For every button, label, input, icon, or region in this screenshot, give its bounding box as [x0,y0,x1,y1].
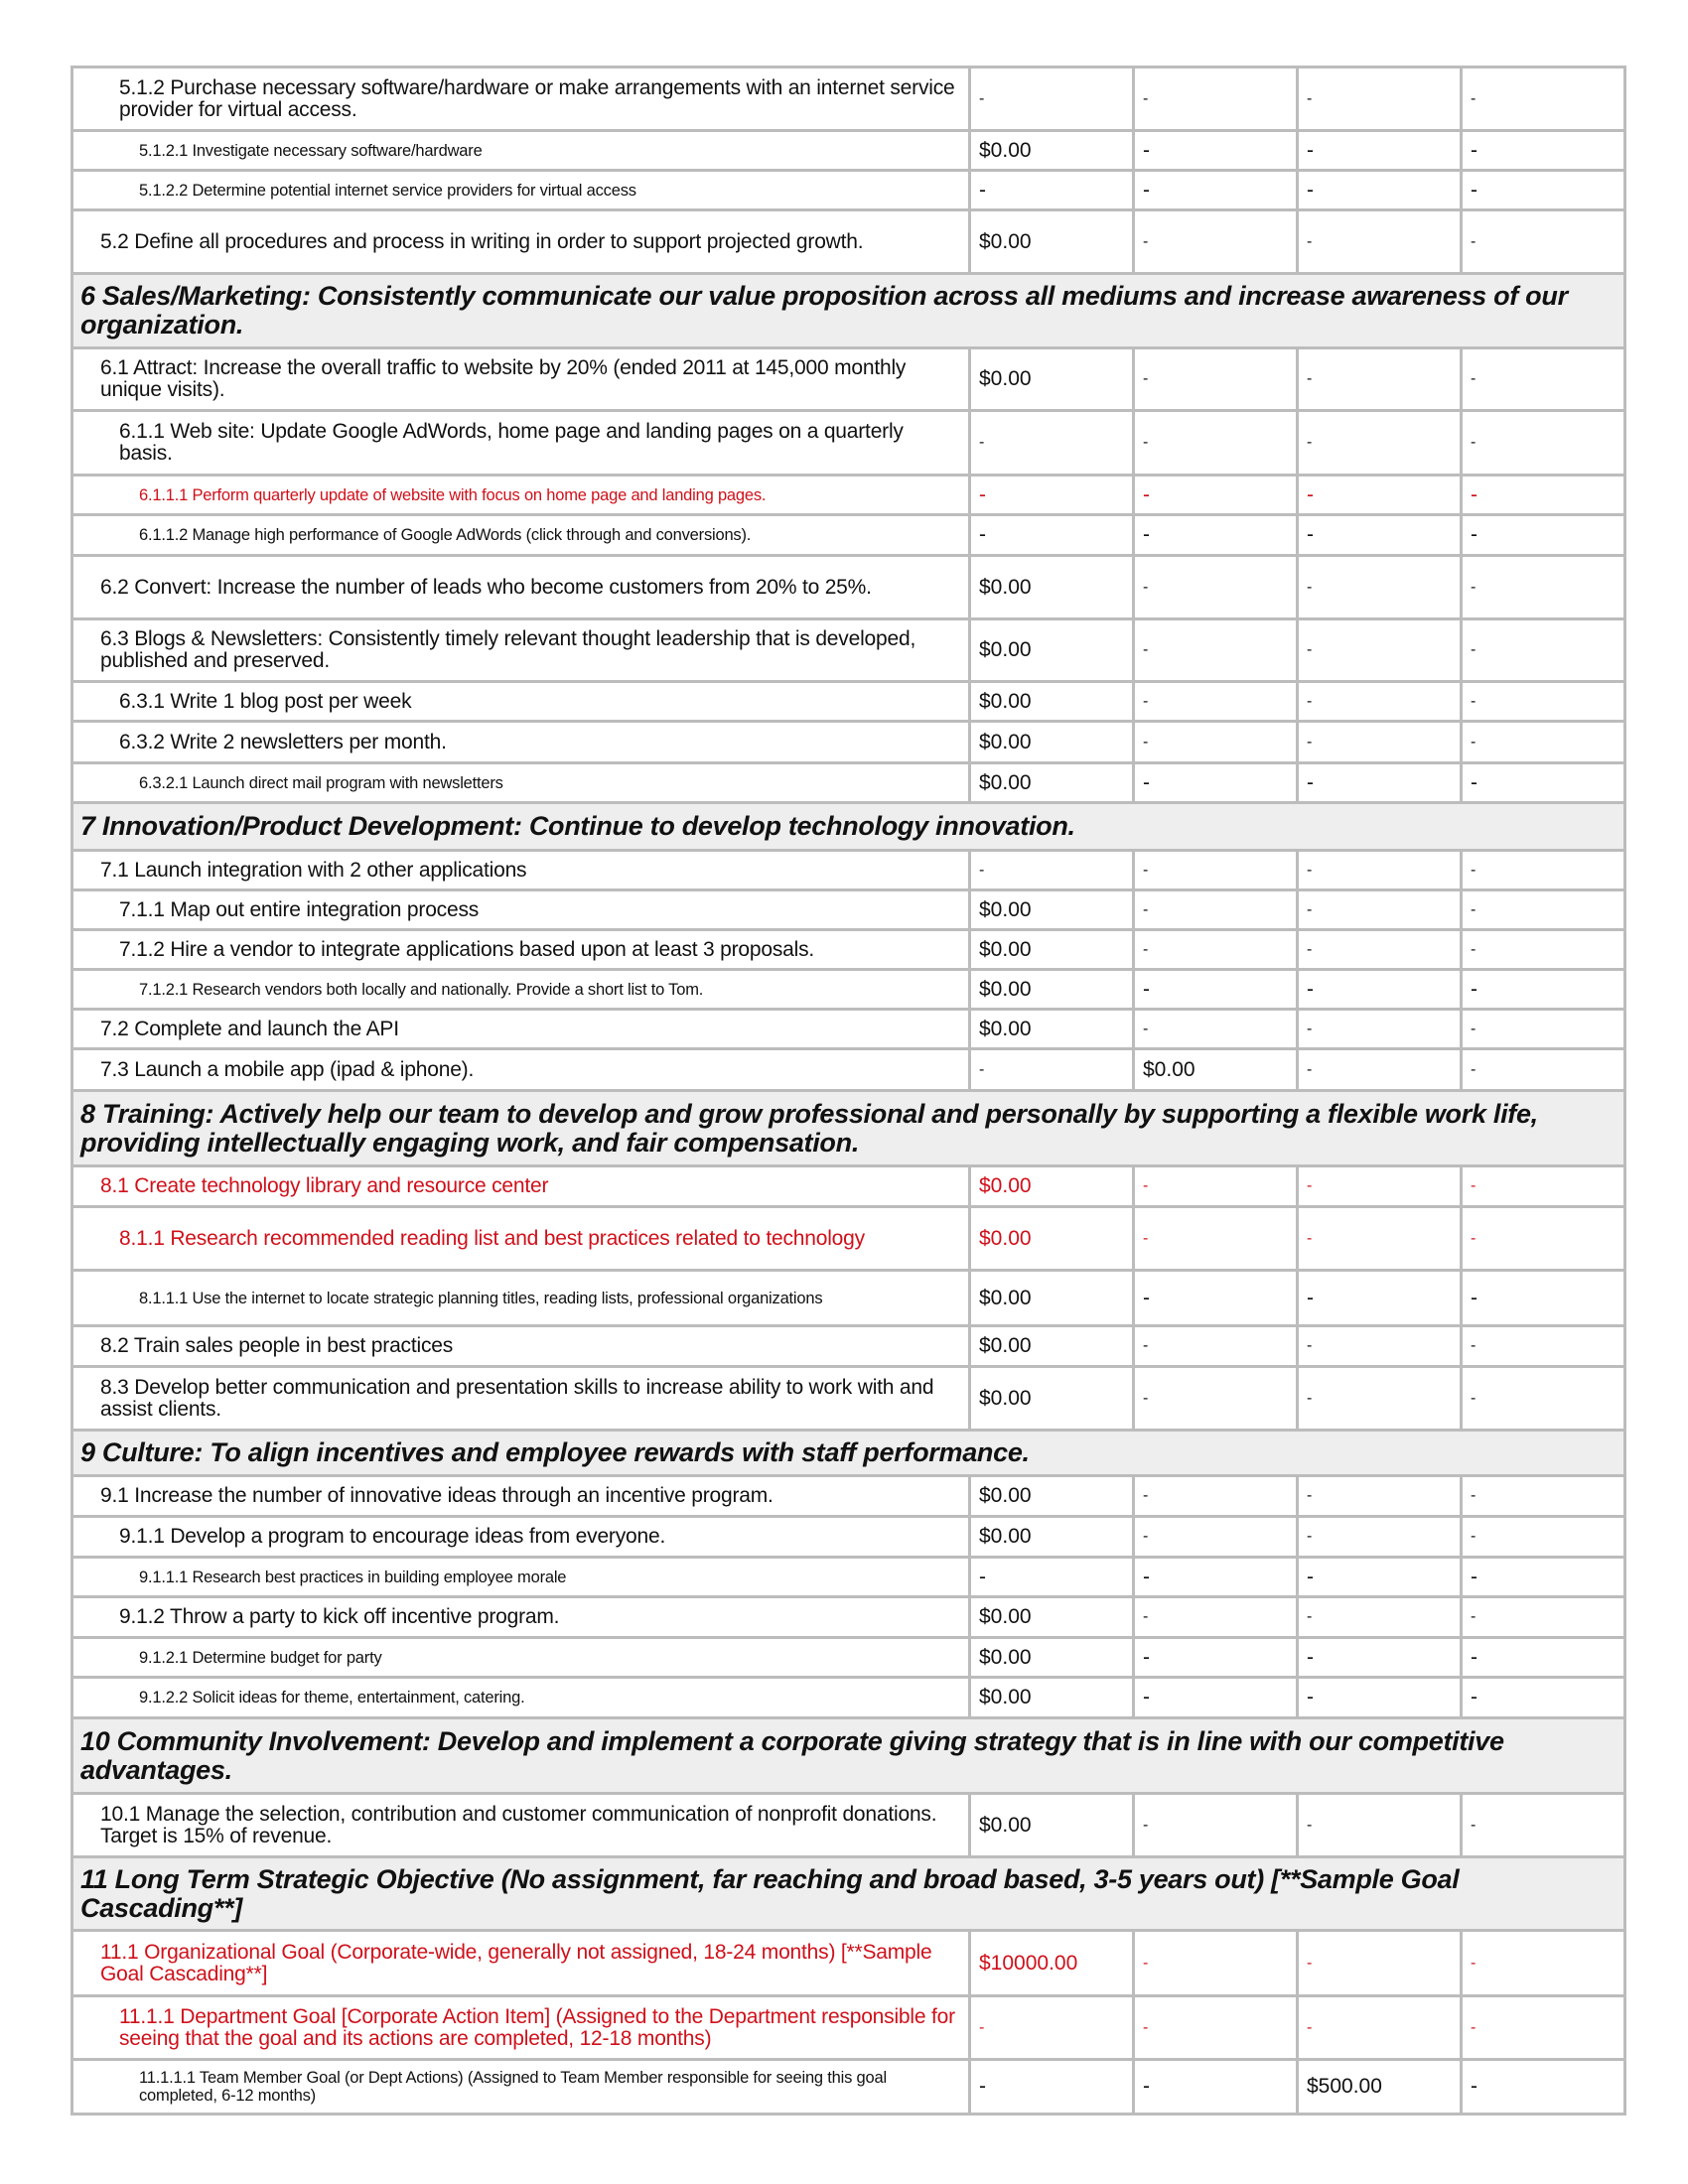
goals-budget-table [70,66,1626,2116]
budget-cell-4: - [1462,515,1625,556]
budget-cell-4: - [1462,1049,1625,1091]
section-header-row [72,1431,1625,1476]
budget-cell-3: - [1298,68,1462,131]
table-body [72,68,1625,2115]
budget-cell-2: - [1134,1367,1298,1431]
goal-description: 11.1.1.1 Team Member Goal (or Dept Actions) (Assigned to Team Member responsible for seeing this goal completed, 6-12 months) [72,2060,970,2115]
goal-description: 6.3.2 Write 2 newsletters per month. [72,722,970,763]
goal-description: 8.1.1.1 Use the internet to locate strategic planning titles, reading lists, professional organizations [72,1271,970,1326]
goal-description: 8.1 Create technology library and resource center [72,1166,970,1207]
budget-cell-2: - [1134,1517,1298,1558]
budget-cell-1: $0.00 [970,210,1134,274]
budget-cell-4: - [1462,556,1625,619]
section-title: 8 Training: Actively help our team to develop and grow professional and personally by supporting a flexible work life, providing intellectually engaging work, and fair compensation. [72,1091,1625,1166]
budget-cell-4: - [1462,1271,1625,1326]
budget-cell-3: - [1298,851,1462,890]
budget-cell-2: - [1134,890,1298,930]
goal-row-level-2 [72,556,1625,619]
goal-row-level-4 [72,1271,1625,1326]
budget-cell-3: - [1298,1326,1462,1367]
budget-cell-4: - [1462,1207,1625,1271]
goal-description: 7.1.2.1 Research vendors both locally and nationally. Provide a short list to Tom. [72,970,970,1010]
goal-description: 9.1.2.2 Solicit ideas for theme, entertainment, catering. [72,1678,970,1718]
budget-cell-4: - [1462,890,1625,930]
goal-row-level-2 [72,1166,1625,1207]
budget-cell-1: - [970,1558,1134,1597]
goal-row-level-4 [72,2060,1625,2115]
goal-row-level-2 [72,1931,1625,1996]
goal-row-level-3 [72,1207,1625,1271]
budget-cell-1: - [970,411,1134,476]
section-title: 10 Community Involvement: Develop and implement a corporate giving strategy that is in line with our competitive advantages. [72,1718,1625,1794]
goal-description: 6.1.1 Web site: Update Google AdWords, home page and landing pages on a quarterly basis. [72,411,970,476]
goal-row-level-2 [72,1476,1625,1517]
budget-cell-2: - [1134,515,1298,556]
budget-cell-3: - [1298,1558,1462,1597]
goal-row-level-4 [72,1638,1625,1678]
goal-description: 7.1.2 Hire a vendor to integrate applications based upon at least 3 proposals. [72,930,970,970]
budget-cell-1: $0.00 [970,1597,1134,1638]
goal-description: 7.1.1 Map out entire integration process [72,890,970,930]
goal-description: 9.1.2.1 Determine budget for party [72,1638,970,1678]
budget-cell-1: $0.00 [970,1166,1134,1207]
budget-cell-4: - [1462,722,1625,763]
budget-cell-1: $0.00 [970,1794,1134,1857]
budget-cell-3: - [1298,1476,1462,1517]
budget-cell-2: $0.00 [1134,1049,1298,1091]
budget-cell-4: - [1462,1476,1625,1517]
budget-cell-1: - [970,476,1134,515]
budget-cell-4: - [1462,171,1625,210]
budget-cell-1: - [970,1996,1134,2060]
budget-cell-2: - [1134,682,1298,722]
budget-cell-2: - [1134,171,1298,210]
goal-description: 5.1.2.2 Determine potential internet service providers for virtual access [72,171,970,210]
budget-cell-1: $0.00 [970,1207,1134,1271]
goal-description: 9.1 Increase the number of innovative ideas through an incentive program. [72,1476,970,1517]
budget-cell-4: - [1462,1794,1625,1857]
goal-row-level-2 [72,210,1625,274]
budget-cell-4: - [1462,619,1625,682]
goal-row-level-4 [72,171,1625,210]
budget-cell-4: - [1462,1166,1625,1207]
budget-cell-3: - [1298,1367,1462,1431]
budget-cell-4: - [1462,131,1625,171]
budget-cell-3: - [1298,1271,1462,1326]
section-header-row [72,274,1625,348]
goal-row-level-4 [72,515,1625,556]
goal-description: 6.2 Convert: Increase the number of leads who become customers from 20% to 25%. [72,556,970,619]
budget-cell-4: - [1462,682,1625,722]
section-title: 6 Sales/Marketing: Consistently communicate our value proposition across all mediums and increase awareness of our organization. [72,274,1625,348]
goal-description: 8.1.1 Research recommended reading list and best practices related to technology [72,1207,970,1271]
budget-cell-4: - [1462,1678,1625,1718]
budget-cell-3: - [1298,1207,1462,1271]
section-header-row [72,1718,1625,1794]
budget-cell-2: - [1134,1476,1298,1517]
budget-cell-3: - [1298,131,1462,171]
budget-cell-2: - [1134,210,1298,274]
goal-description: 10.1 Manage the selection, contribution and customer communication of nonprofit donations. Target is 15% of revenue. [72,1794,970,1857]
goal-description: 8.2 Train sales people in best practices [72,1326,970,1367]
budget-cell-3: - [1298,890,1462,930]
budget-cell-2: - [1134,1597,1298,1638]
goal-description: 6.1.1.1 Perform quarterly update of website with focus on home page and landing pages. [72,476,970,515]
section-header-row [72,1091,1625,1166]
budget-cell-1: $0.00 [970,722,1134,763]
budget-cell-1: - [970,515,1134,556]
budget-cell-3: - [1298,1638,1462,1678]
budget-cell-2: - [1134,1271,1298,1326]
budget-cell-1: - [970,2060,1134,2115]
budget-cell-1: $0.00 [970,1271,1134,1326]
budget-cell-1: $0.00 [970,1010,1134,1049]
budget-cell-3: - [1298,515,1462,556]
goal-row-level-4 [72,763,1625,803]
budget-cell-3: - [1298,619,1462,682]
budget-cell-3: - [1298,1678,1462,1718]
budget-cell-3: - [1298,556,1462,619]
budget-cell-3: - [1298,970,1462,1010]
budget-cell-1: $0.00 [970,348,1134,411]
budget-cell-3: - [1298,722,1462,763]
budget-cell-2: - [1134,722,1298,763]
budget-cell-3: - [1298,1931,1462,1996]
budget-cell-3: - [1298,682,1462,722]
budget-cell-1: - [970,68,1134,131]
budget-cell-1: $0.00 [970,619,1134,682]
budget-cell-1: $0.00 [970,556,1134,619]
budget-cell-2: - [1134,763,1298,803]
budget-cell-4: - [1462,348,1625,411]
budget-cell-1: $0.00 [970,1678,1134,1718]
section-title: 7 Innovation/Product Development: Continue to develop technology innovation. [72,803,1625,851]
budget-cell-2: - [1134,411,1298,476]
budget-cell-4: - [1462,851,1625,890]
budget-cell-1: $0.00 [970,763,1134,803]
budget-cell-2: - [1134,1794,1298,1857]
budget-cell-4: - [1462,411,1625,476]
budget-cell-2: - [1134,1638,1298,1678]
budget-cell-4: - [1462,2060,1625,2115]
budget-cell-2: - [1134,930,1298,970]
goal-row-level-3 [72,411,1625,476]
goal-row-level-4 [72,476,1625,515]
budget-cell-2: - [1134,68,1298,131]
budget-cell-4: - [1462,1931,1625,1996]
budget-cell-1: $10000.00 [970,1931,1134,1996]
section-title: 9 Culture: To align incentives and employee rewards with staff performance. [72,1431,1625,1476]
budget-cell-3: - [1298,930,1462,970]
goal-description: 7.2 Complete and launch the API [72,1010,970,1049]
budget-cell-1: $0.00 [970,131,1134,171]
budget-cell-2: - [1134,851,1298,890]
goal-description: 11.1 Organizational Goal (Corporate-wide, generally not assigned, 18-24 months) [**Sample Goal Cascading**] [72,1931,970,1996]
budget-cell-1: $0.00 [970,1326,1134,1367]
goal-row-level-2 [72,1010,1625,1049]
goal-description: 5.1.2 Purchase necessary software/hardware or make arrangements with an internet service provider for virtual access. [72,68,970,131]
budget-cell-2: - [1134,1931,1298,1996]
goal-description: 11.1.1 Department Goal [Corporate Action Item] (Assigned to the Department responsible for seeing that the goal and its actions are completed, 12-18 months) [72,1996,970,2060]
budget-cell-2: - [1134,1326,1298,1367]
budget-cell-2: - [1134,556,1298,619]
budget-cell-4: - [1462,1558,1625,1597]
budget-cell-1: $0.00 [970,930,1134,970]
budget-cell-2: - [1134,2060,1298,2115]
goal-description: 6.1.1.2 Manage high performance of Google AdWords (click through and conversions). [72,515,970,556]
goal-row-level-2 [72,1326,1625,1367]
budget-cell-2: - [1134,1558,1298,1597]
goal-description: 5.2 Define all procedures and process in writing in order to support projected growth. [72,210,970,274]
budget-cell-4: - [1462,210,1625,274]
budget-cell-4: - [1462,1996,1625,2060]
budget-cell-1: $0.00 [970,890,1134,930]
budget-cell-3: - [1298,411,1462,476]
goal-row-level-3 [72,930,1625,970]
budget-cell-1: $0.00 [970,970,1134,1010]
goal-description: 6.3.1 Write 1 blog post per week [72,682,970,722]
budget-cell-3: - [1298,210,1462,274]
goal-row-level-3 [72,890,1625,930]
goal-description: 6.1 Attract: Increase the overall traffic to website by 20% (ended 2011 at 145,000 monthly unique visits). [72,348,970,411]
budget-cell-2: - [1134,476,1298,515]
budget-cell-3: - [1298,1794,1462,1857]
budget-cell-4: - [1462,1638,1625,1678]
goal-row-level-4 [72,131,1625,171]
goal-row-level-2 [72,1794,1625,1857]
budget-cell-2: - [1134,1996,1298,2060]
goal-description: 7.3 Launch a mobile app (ipad & iphone). [72,1049,970,1091]
goal-description: 9.1.1 Develop a program to encourage ideas from everyone. [72,1517,970,1558]
budget-cell-4: - [1462,1367,1625,1431]
budget-cell-3: - [1298,1049,1462,1091]
budget-cell-1: - [970,851,1134,890]
goal-row-level-2 [72,851,1625,890]
budget-cell-4: - [1462,68,1625,131]
budget-cell-1: $0.00 [970,1476,1134,1517]
budget-cell-3: - [1298,1517,1462,1558]
budget-cell-2: - [1134,1166,1298,1207]
goal-row-level-3 [72,1517,1625,1558]
goal-row-level-3 [72,68,1625,131]
section-header-row [72,1857,1625,1931]
budget-cell-1: $0.00 [970,1517,1134,1558]
budget-cell-4: - [1462,476,1625,515]
goal-description: 9.1.1.1 Research best practices in building employee morale [72,1558,970,1597]
budget-cell-2: - [1134,619,1298,682]
goal-description: 5.1.2.1 Investigate necessary software/hardware [72,131,970,171]
budget-cell-1: $0.00 [970,682,1134,722]
budget-cell-2: - [1134,1207,1298,1271]
goal-row-level-3 [72,1597,1625,1638]
budget-cell-2: - [1134,970,1298,1010]
goal-description: 7.1 Launch integration with 2 other applications [72,851,970,890]
goal-row-level-4 [72,1678,1625,1718]
goal-description: 9.1.2 Throw a party to kick off incentive program. [72,1597,970,1638]
goal-row-level-2 [72,619,1625,682]
goal-row-level-4 [72,970,1625,1010]
goal-row-level-2 [72,1049,1625,1091]
budget-cell-3: - [1298,1996,1462,2060]
goal-row-level-3 [72,1996,1625,2060]
budget-cell-4: - [1462,763,1625,803]
goal-row-level-2 [72,348,1625,411]
goal-description: 6.3.2.1 Launch direct mail program with newsletters [72,763,970,803]
budget-cell-1: $0.00 [970,1367,1134,1431]
goal-row-level-2 [72,1367,1625,1431]
goal-row-level-3 [72,682,1625,722]
budget-cell-1: - [970,1049,1134,1091]
budget-cell-4: - [1462,1010,1625,1049]
budget-cell-4: - [1462,1517,1625,1558]
goal-description: 6.3 Blogs & Newsletters: Consistently timely relevant thought leadership that is developed, published and preserved. [72,619,970,682]
goal-row-level-4 [72,1558,1625,1597]
section-title: 11 Long Term Strategic Objective (No assignment, far reaching and broad based, 3-5 years out) [**Sample Goal Cascading**] [72,1857,1625,1931]
budget-cell-2: - [1134,348,1298,411]
budget-cell-3: - [1298,171,1462,210]
budget-cell-4: - [1462,930,1625,970]
budget-cell-1: $0.00 [970,1638,1134,1678]
budget-cell-2: - [1134,131,1298,171]
goal-description: 8.3 Develop better communication and presentation skills to increase ability to work with and assist clients. [72,1367,970,1431]
section-header-row [72,803,1625,851]
budget-cell-2: - [1134,1010,1298,1049]
budget-cell-3: - [1298,1010,1462,1049]
budget-cell-3: - [1298,476,1462,515]
budget-cell-4: - [1462,970,1625,1010]
budget-cell-3: - [1298,348,1462,411]
budget-cell-4: - [1462,1326,1625,1367]
budget-cell-3: - [1298,1166,1462,1207]
goal-row-level-3 [72,722,1625,763]
budget-cell-2: - [1134,1678,1298,1718]
budget-cell-3: - [1298,763,1462,803]
budget-cell-3: - [1298,1597,1462,1638]
budget-cell-1: - [970,171,1134,210]
budget-cell-3: $500.00 [1298,2060,1462,2115]
budget-cell-4: - [1462,1597,1625,1638]
